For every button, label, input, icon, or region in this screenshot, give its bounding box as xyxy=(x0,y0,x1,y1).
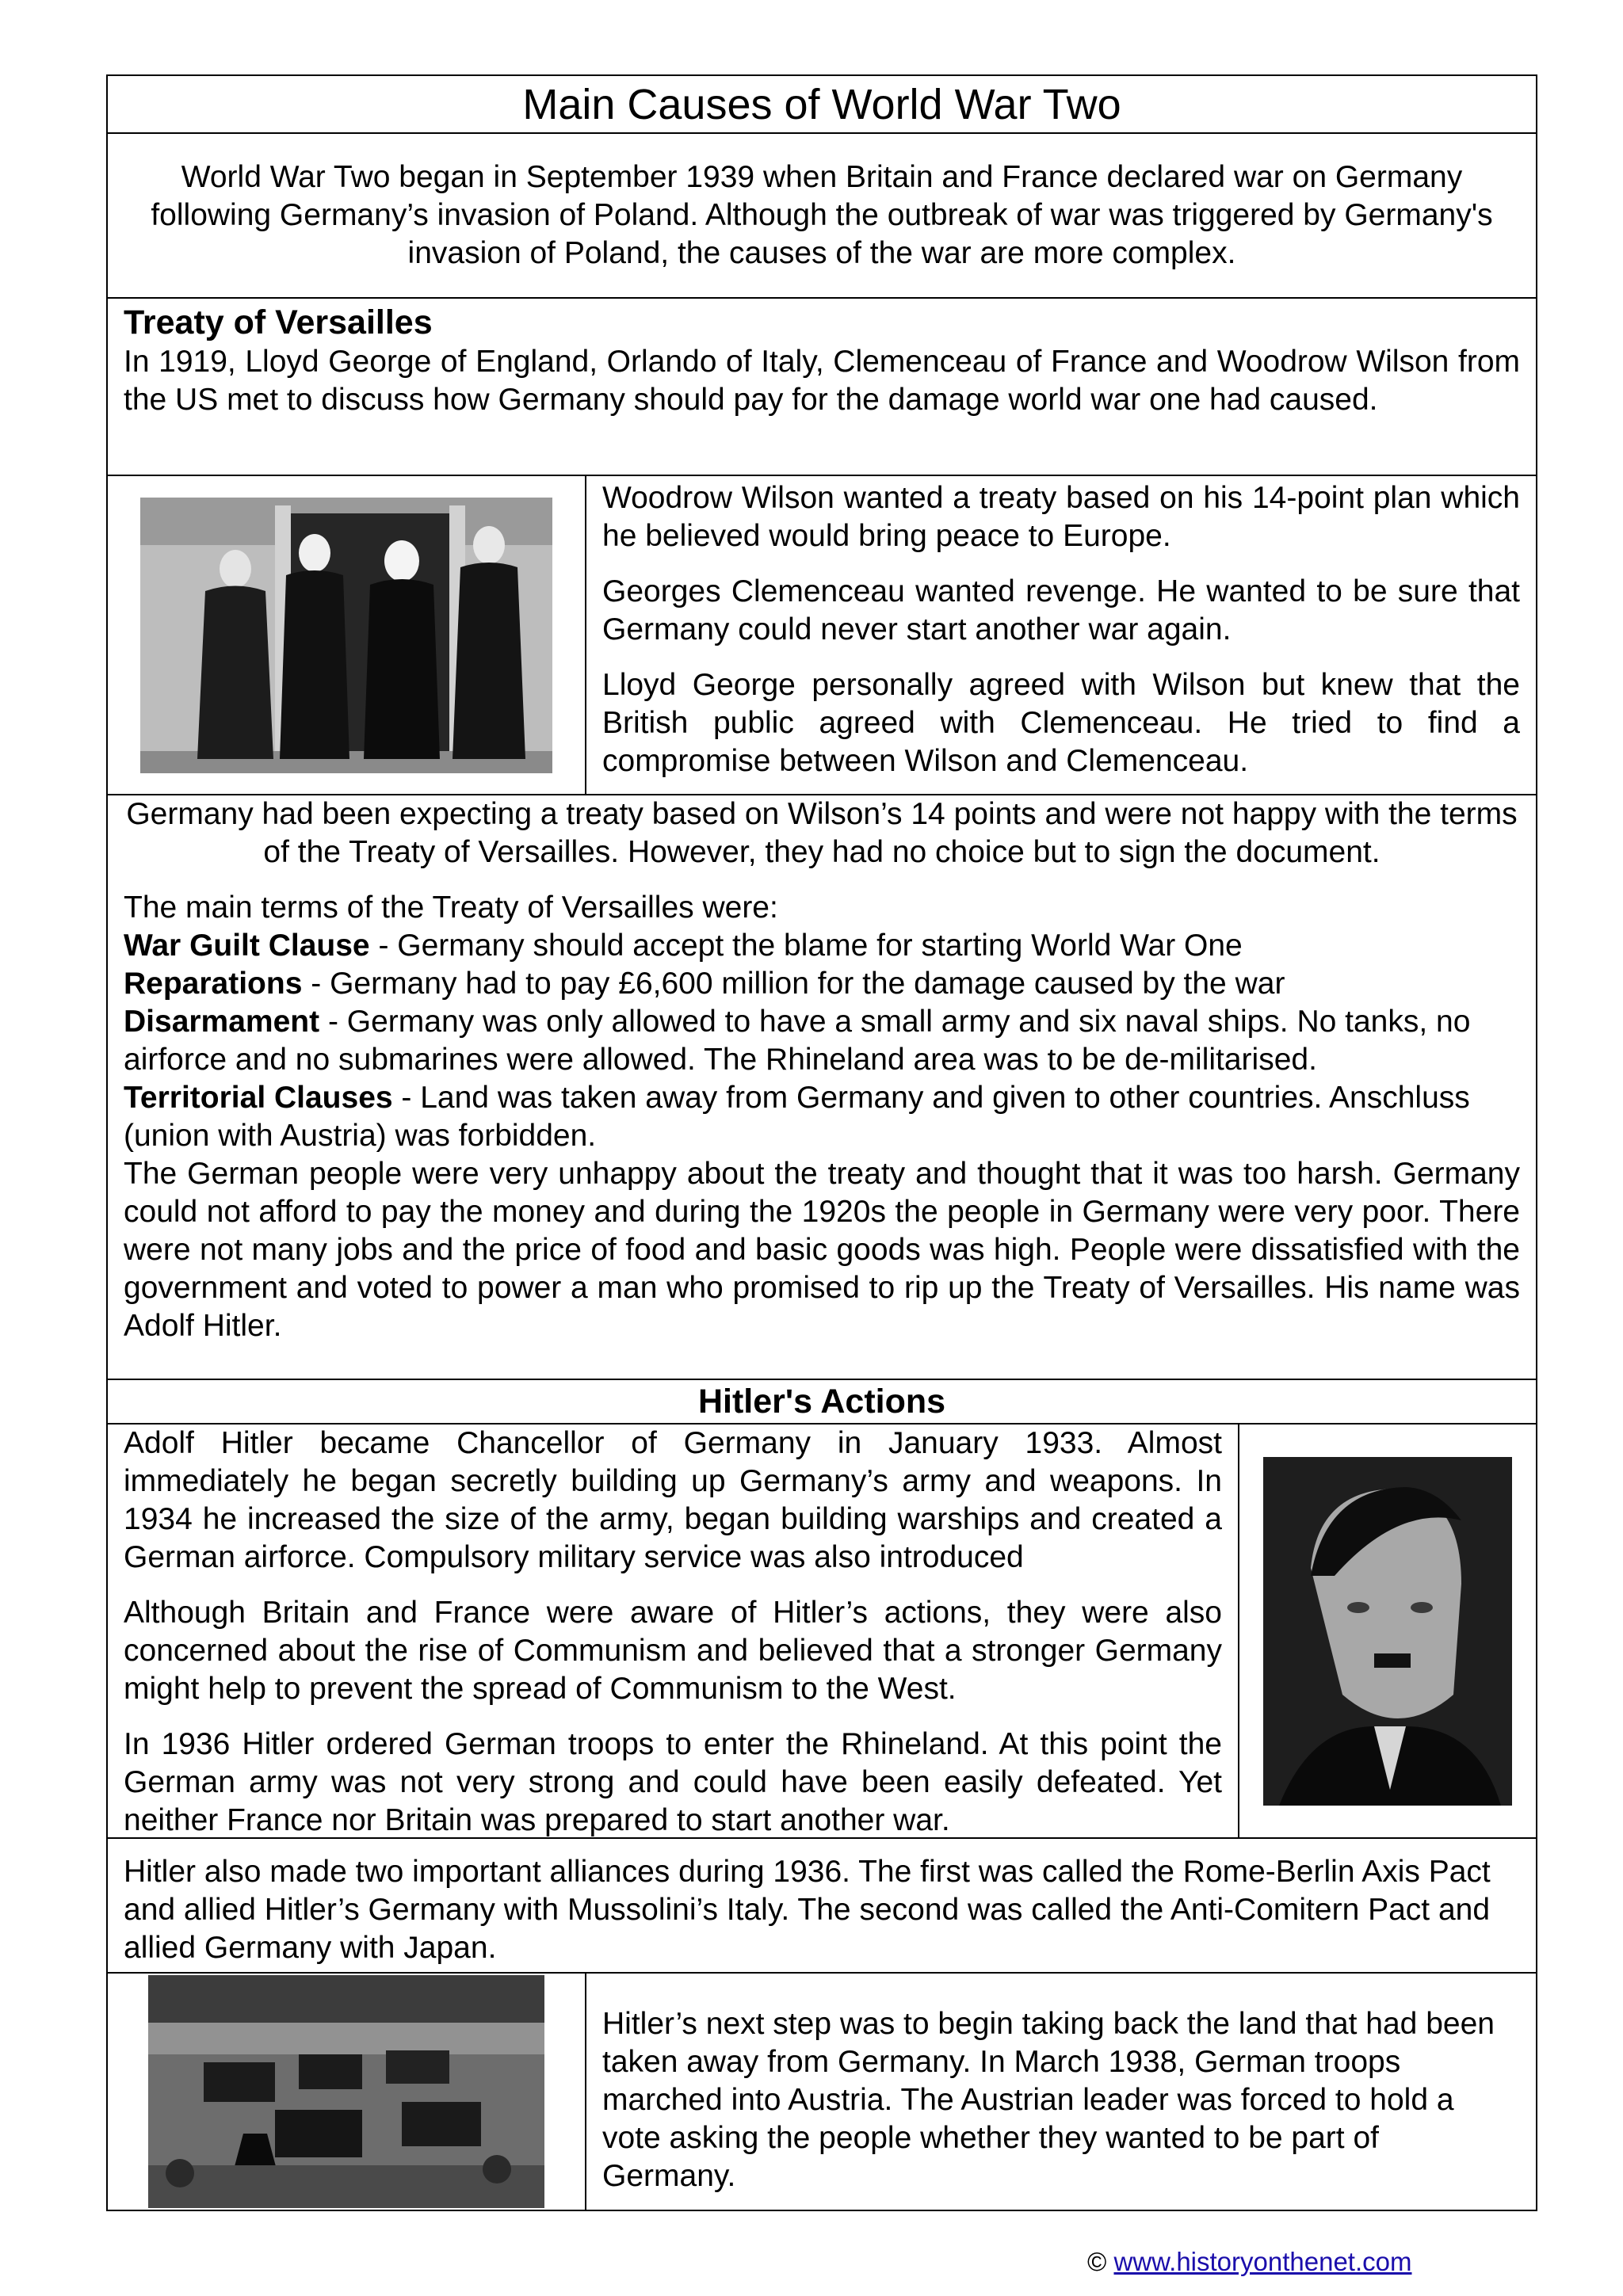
versailles-heading: Treaty of Versailles xyxy=(124,303,433,341)
austria-row xyxy=(108,1974,1536,2210)
term-label: Territorial Clauses xyxy=(124,1081,393,1115)
treaty-terms xyxy=(124,889,1520,1155)
term-reparations xyxy=(124,965,1520,1003)
term-text: - Germany had to pay £6,600 million for the damage caused by the war xyxy=(302,967,1285,1001)
term-label: War Guilt Clause xyxy=(124,929,370,963)
hitler-photo-cell xyxy=(1239,1425,1536,1837)
treaty-expectation: Germany had been expecting a treaty based on Wilson’s 14 points and were not happy with the terms of the Treaty of Versailles. However, they had no choice but to sign the document. xyxy=(126,797,1518,869)
hitler-heading: Hitler's Actions xyxy=(697,1382,946,1421)
page-title: Main Causes of World War Two xyxy=(522,80,1121,128)
hitler-rhineland-paragraph: In 1936 Hitler ordered German troops to enter the Rhineland. At this point the German army was not very strong and could have been easily defeated. Yet neither France nor Britain was prepared to start another war. xyxy=(124,1727,1222,1837)
worksheet xyxy=(106,74,1537,2211)
austria-text: Hitler’s next step was to begin taking back the land that had been taken away from Germany. In March 1938, German troops marched into Austria. The Austrian leader was forced to hold a vote asking the people whether they wanted to be part of Germany. xyxy=(602,2007,1495,2193)
alliances-text: Hitler also made two important alliances during 1936. The first was called the Rome-Berlin Axis Pact and allied Hitler’s Germany with Mussolini’s Italy. The second was called the Anti-Comitern Pact and allied Germany with Japan. xyxy=(124,1855,1491,1965)
austria-text-cell xyxy=(586,1974,1536,2210)
hitler-communism-paragraph: Although Britain and France were aware of Hitler’s actions, they were also concerned about the rise of Communism and believed that a stronger Germany might help to prevent the spread of Communism to the West. xyxy=(124,1596,1222,1706)
leaders-photo-cell xyxy=(108,476,586,794)
website-link[interactable]: www.historyonthenet.com xyxy=(1113,2247,1412,2276)
footer-credit xyxy=(1087,2247,1412,2277)
hitler-row xyxy=(108,1425,1536,1839)
term-text: - Land was taken away from Germany and given to other countries. Anschluss (union with Austria) was forbidden. xyxy=(124,1081,1470,1153)
austria-photo-cell xyxy=(108,1974,586,2210)
alliances-row xyxy=(108,1839,1536,1974)
term-label: Reparations xyxy=(124,967,303,1001)
term-disarmament xyxy=(124,1003,1520,1079)
treaty-row xyxy=(108,795,1536,1380)
lloyd-george-paragraph: Lloyd George personally agreed with Wilson but knew that the British public agreed with Clemenceau. He tried to find a compromise between Wilson and Clemenceau. xyxy=(602,668,1520,778)
copyright-symbol: © xyxy=(1087,2247,1114,2276)
hitler-text-cell xyxy=(108,1425,1239,1837)
leaders-row xyxy=(108,476,1536,795)
clemenceau-paragraph: Georges Clemenceau wanted revenge. He wanted to be sure that Germany could never start another war again. xyxy=(602,574,1520,646)
leaders-text-cell xyxy=(586,476,1536,794)
title-row xyxy=(108,76,1536,134)
intro-row xyxy=(108,134,1536,299)
term-territorial xyxy=(124,1079,1520,1155)
terms-intro: The main terms of the Treaty of Versailles were: xyxy=(124,891,778,925)
term-text: - Germany was only allowed to have a small army and six naval ships. No tanks, no airforce and no submarines were allowed. The Rhineland area was to be de-militarised. xyxy=(124,1005,1471,1077)
versailles-text: In 1919, Lloyd George of England, Orlando of Italy, Clemenceau of France and Woodrow Wilson from the US met to discuss how Germany should pay for the damage world war one had caused. xyxy=(124,345,1520,417)
term-text: - Germany should accept the blame for starting World War One xyxy=(369,929,1243,963)
big-four-photo xyxy=(140,498,552,773)
hitler-portrait-photo xyxy=(1263,1457,1512,1806)
versailles-row xyxy=(108,299,1536,476)
wilson-paragraph: Woodrow Wilson wanted a treaty based on his 14-point plan which he believed would bring peace to Europe. xyxy=(602,481,1520,553)
term-war-guilt xyxy=(124,927,1520,965)
term-label: Disarmament xyxy=(124,1005,320,1039)
hitler-heading-row xyxy=(108,1380,1536,1425)
treaty-reaction: The German people were very unhappy about the treaty and thought that it was too harsh. Germany could not afford to pay the money and during the 1920s the people in Germany were very poor. There were not many jobs and the price of food and basic goods was high. People were dissatisfied with the government and voted to power a man who promised to rip up the Treaty of Versailles. His name was Adolf Hitler. xyxy=(124,1157,1520,1343)
troops-austria-photo xyxy=(148,1975,544,2208)
intro-text: World War Two began in September 1939 when Britain and France declared war on Germany following Germany’s invasion of Poland. Although the outbreak of war was triggered by Germany's invasion of Poland, the causes of the war are more complex. xyxy=(151,160,1493,270)
hitler-chancellor-paragraph: Adolf Hitler became Chancellor of Germany in January 1933. Almost immediately he began secretly building up Germany’s army and weapons. In 1934 he increased the size of the army, began building warships and created a German airforce. Compulsory military service was also introduced xyxy=(124,1426,1222,1574)
